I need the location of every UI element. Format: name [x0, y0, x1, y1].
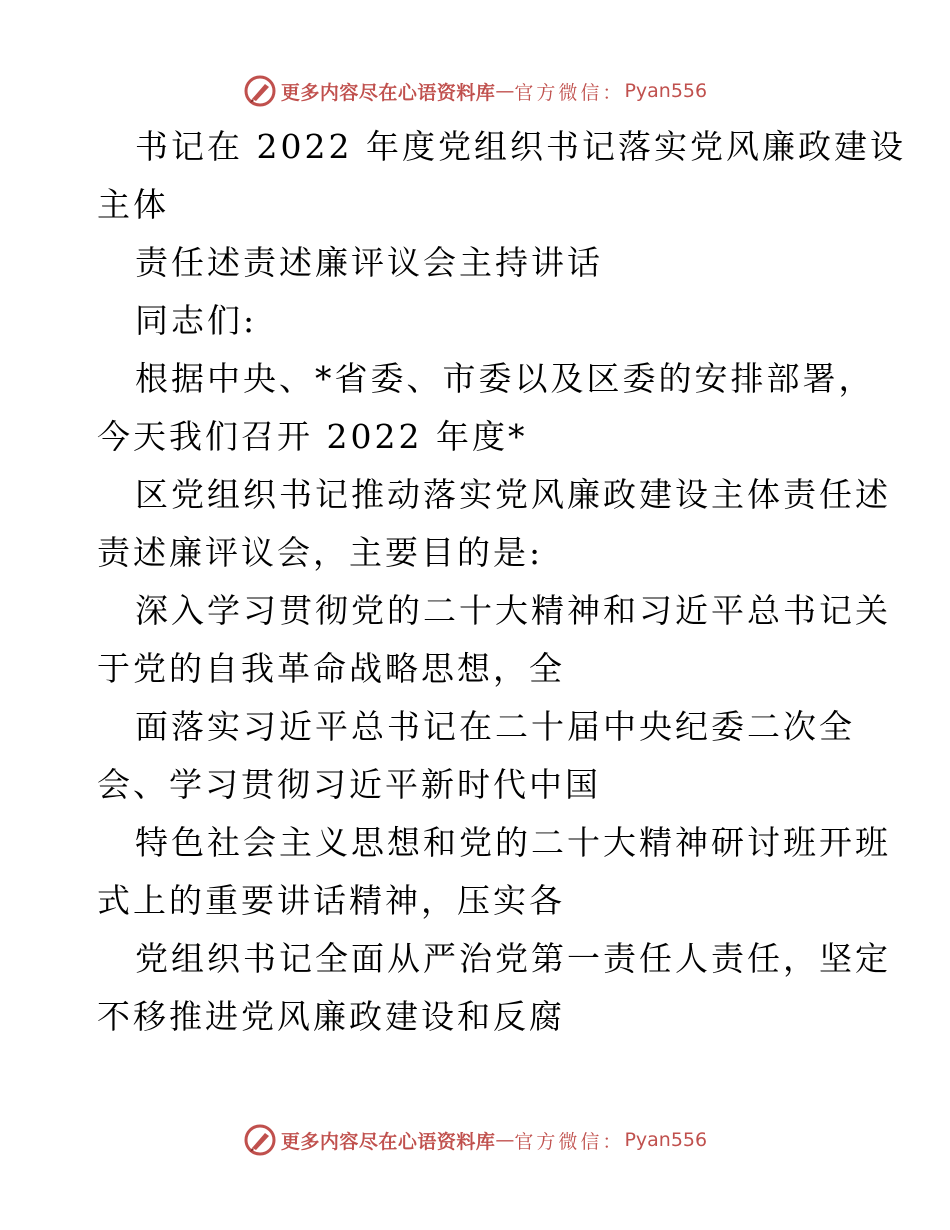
paragraph-line: 党组织书记全面从严治党第一责任人责任，坚定 — [135, 939, 891, 978]
watermark-site-text: 更多内容尽在心语资料库 — [280, 81, 496, 104]
paragraph-line: 责述廉评议会，主要目的是: — [97, 533, 544, 572]
document-body — [97, 118, 906, 1046]
pen-logo-icon — [243, 1123, 277, 1157]
watermark-wechat-label: 官方微信： — [514, 1130, 625, 1153]
paragraph-line: 面落实习近平总书记在二十届中央纪委二次全 — [135, 707, 855, 746]
watermark-wechat-id: Pyan556 — [624, 1129, 708, 1151]
document-title-line-3: 责任述责述廉评议会主持讲话 — [135, 243, 603, 282]
watermark-site-text: 更多内容尽在心语资料库 — [280, 1130, 496, 1153]
watermark-wechat-label: 官方微信： — [514, 81, 625, 104]
salutation: 同志们: — [135, 301, 258, 340]
watermark-separator: — — [495, 1129, 515, 1151]
watermark-wechat-id: Pyan556 — [624, 80, 708, 102]
paragraph-line: 今天我们召开 2022 年度* — [97, 417, 528, 456]
footer-watermark — [0, 1120, 950, 1160]
pen-logo-icon — [243, 74, 277, 108]
paragraph-line: 深入学习贯彻党的二十大精神和习近平总书记关 — [135, 591, 891, 630]
header-watermark — [0, 71, 950, 111]
paragraph-line: 于党的自我革命战略思想，全 — [97, 649, 565, 688]
paragraph-line: 式上的重要讲话精神，压实各 — [97, 881, 565, 920]
document-title-line-2: 主体 — [97, 185, 169, 224]
paragraph-line: 区党组织书记推动落实党风廉政建设主体责任述 — [135, 475, 891, 514]
document-title-line-1: 书记在 2022 年度党组织书记落实党风廉政建设 — [135, 127, 906, 166]
paragraph-line: 根据中央、*省委、市委以及区委的安排部署， — [135, 359, 875, 398]
watermark-separator: — — [495, 80, 515, 102]
paragraph-line: 会、学习贯彻习近平新时代中国 — [97, 765, 601, 804]
paragraph-line: 特色社会主义思想和党的二十大精神研讨班开班 — [135, 823, 891, 862]
paragraph-line: 不移推进党风廉政建设和反腐 — [97, 997, 565, 1036]
